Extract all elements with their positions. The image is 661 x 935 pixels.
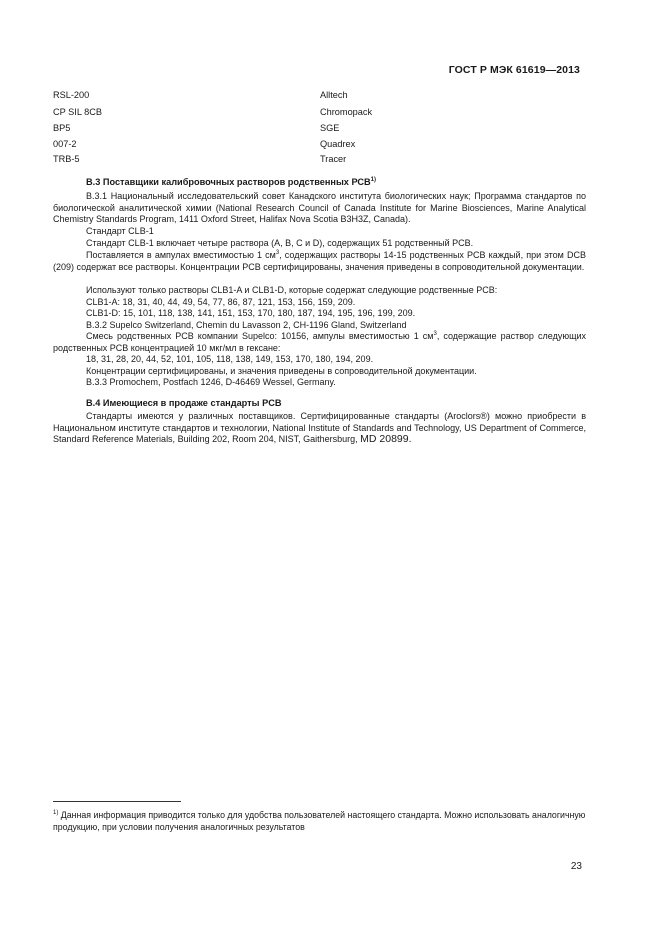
section-b3-heading: В.3 Поставщики калибровочных растворов родственных РСВ$^{1)}$ — [86, 176, 376, 187]
document-header-title: ГОСТ Р МЭК 61619—2013 — [448, 64, 580, 76]
product-code: 007-2 — [53, 139, 77, 149]
b3-2-supplier: В.3.2 Supelco Switzerland, Chemin du Lavasson 2, CH-1196 Gland, Switzerland — [86, 320, 407, 330]
standard-clb1-description: Стандарт CLB-1 включает четыре раствора (A, B, C и D), содержащих 51 родственный PCB. — [86, 238, 474, 248]
product-code: RSL-200 — [53, 90, 90, 100]
b3-3-supplier: В.3.3 Promochem, Postfach 1246, D-46469 Wessel, Germany. — [86, 377, 336, 387]
b3-1-paragraph: В.3.1 Национальный исследовательский совет Канадского института биологических наук; Программа стандартов по биологической аналитической химии (National Research Council of Canada Institute for Marine Biosciences, Marine Analytical Chemistry Standards Program, 1411 Oxford Street, Halifax Nova Scotia B3H3Z, Canada). — [53, 191, 586, 224]
standard-clb1-line: Стандарт CLB-1 — [86, 226, 154, 236]
supplier-name: Tracer — [320, 154, 347, 164]
ampoules-paragraph: Поставляется в ампулах вместимостью 1 $см^3$, содержащих растворы 14-15 родственных PCB каждый, при этом DCB (209) содержат все растворы. Концентрации PCB сертифицированы, значения приведены в сопроводительной документации. — [53, 250, 586, 272]
supplier-name: SGE — [320, 123, 340, 133]
supplier-name: Chromopack — [320, 107, 373, 117]
supelco-congener-list: 18, 31, 28, 20, 44, 52, 101, 105, 118, 138, 149, 153, 170, 180, 194, 209. — [86, 354, 374, 364]
b4-paragraph: Стандарты имеются у различных поставщиков. Сертифицированные стандарты (Aroclors®) можно приобрести в Национальном институте стандартов и технологии, National Institute of Standards and Technology, US Department of Commerce, Standard Reference Materials, Building 202, Room 204, NIST, Gaithersburg, MD 20899. — [53, 411, 586, 445]
supplier-name: Quadrex — [320, 139, 356, 149]
certification-line: Концентрации сертифицированы, и значения приведены в сопроводительной документации. — [86, 366, 477, 376]
clb1-d-list: CLB1-D: 15, 101, 118, 138, 141, 151, 153, 170, 180, 187, 194, 195, 196, 199, 209. — [86, 308, 416, 318]
product-code: CP SIL 8CB — [53, 107, 103, 117]
footnote-ref: 1) — [370, 176, 376, 183]
footnote-divider — [53, 801, 181, 802]
page-number: 23 — [570, 861, 582, 872]
footnote-text: $^{1)}$ Данная информация приводится только для удобства пользователей настоящего стандарта. Можно использовать аналогичную продукцию, при условии получения аналогичных результатов — [53, 810, 586, 832]
product-code: BP5 — [53, 123, 71, 133]
supplier-name: Alltech — [320, 90, 348, 100]
section-b4-heading: В.4 Имеющиеся в продаже стандарты PCB — [86, 398, 282, 408]
clb1-a-list: CLB1-A: 18, 31, 40, 44, 49, 54, 77, 86, 87, 121, 153, 156, 159, 209. — [86, 297, 356, 307]
product-code: TRB-5 — [53, 154, 80, 164]
usage-line: Используют только растворы CLB1-A и CLB1-D, которые содержат следующие родственные PCB: — [86, 285, 498, 295]
supelco-mix-paragraph: Смесь родственных РСВ компании Supelco: 10156, ампулы вместимостью 1 $см^3$, содержащие раствор следующих родственных PCB концентрацией 10 мкг/мл в гексане: — [53, 331, 586, 353]
